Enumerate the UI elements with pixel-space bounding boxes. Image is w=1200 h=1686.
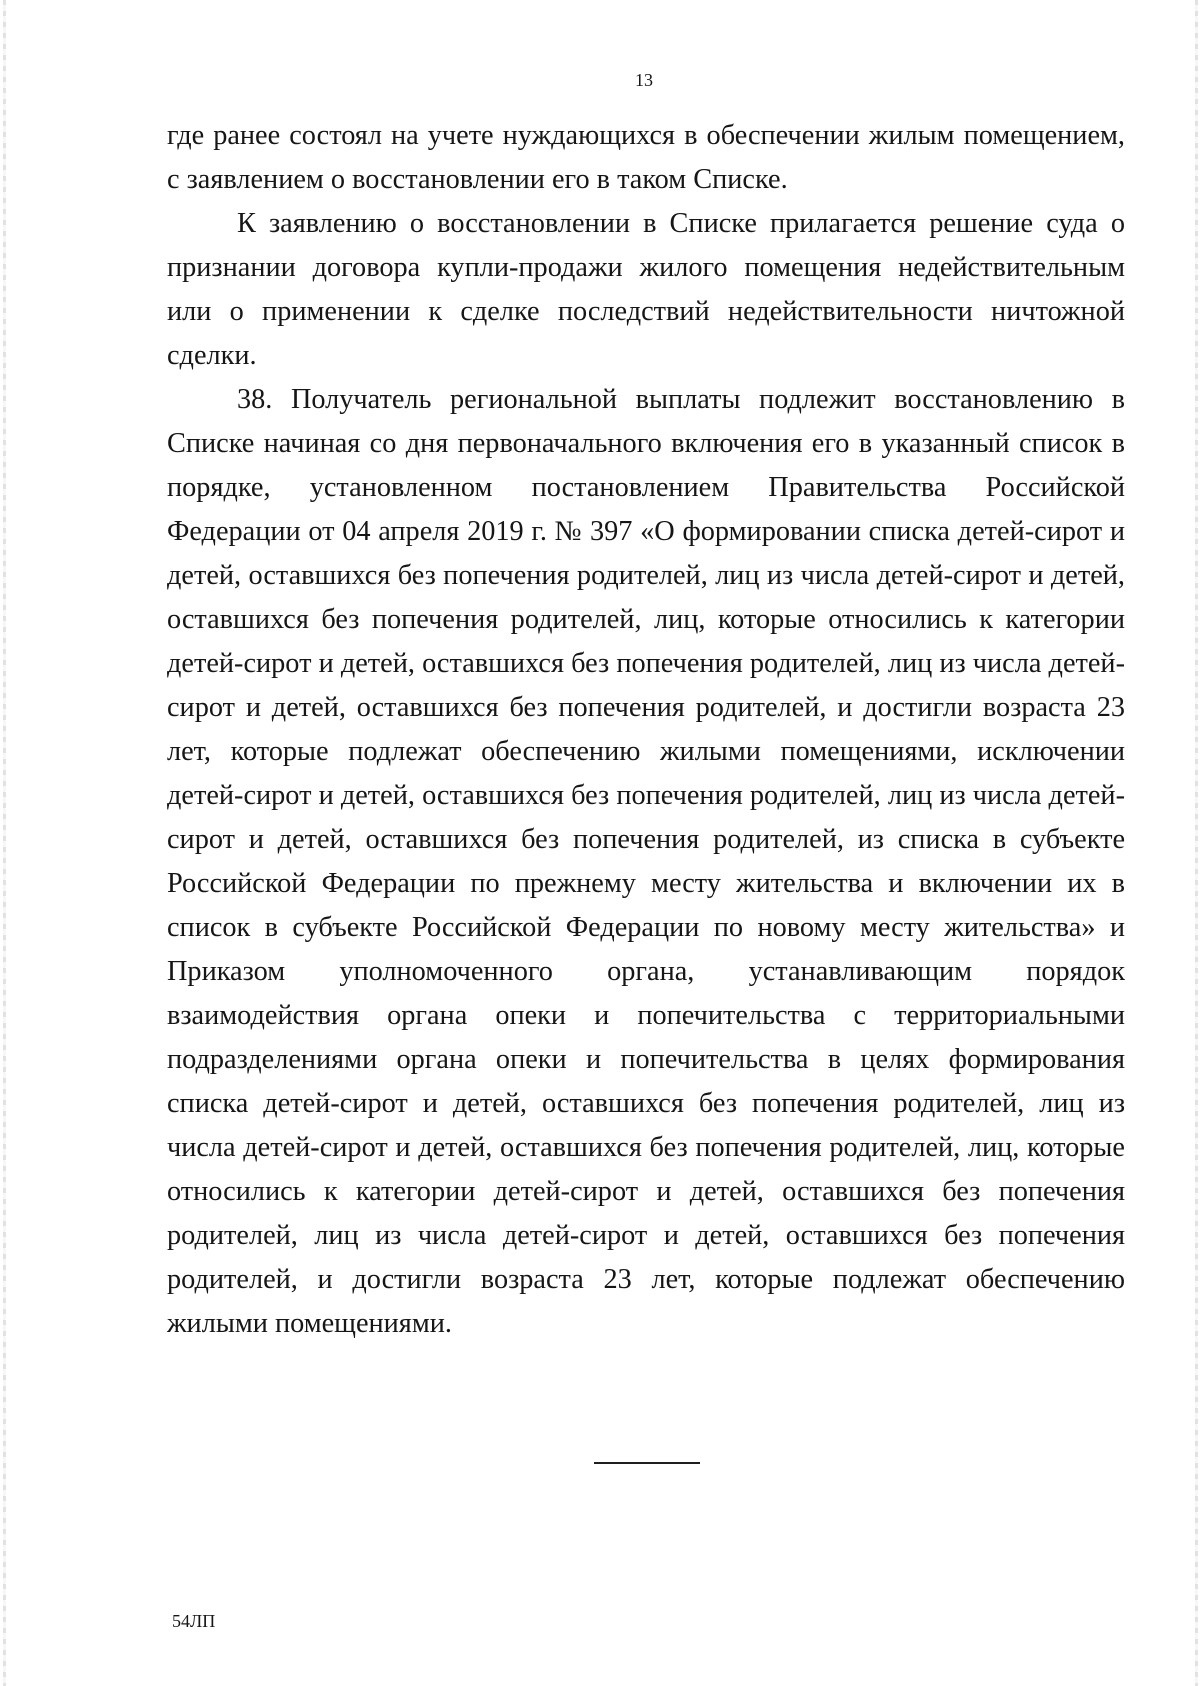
paragraph-court-decision: К заявлению о восстановлении в Списке прилагается решение суда о признании договора купли-продажи жилого помещения недействительным или о применении к сделке последствий недействительности ничтожной сделки. xyxy=(167,208,1125,371)
scan-edge-left xyxy=(3,0,6,1686)
document-body xyxy=(167,114,1125,1346)
paragraph-continuation: где ранее состоял на учете нуждающихся в обеспечении жилым помещением, с заявлением о восстановлении его в таком Списке. xyxy=(167,120,1125,195)
scan-edge-right xyxy=(1195,0,1198,1686)
document-code: 54ЛП xyxy=(172,1611,216,1631)
page-number: 13 xyxy=(635,70,653,90)
paragraph-item-38: 38. Получатель региональной выплаты подлежит восстановлению в Списке начиная со дня первоначального включения его в указанный список в порядке, установленном постановлением Правительства Российской Федерации от 04 апреля 2019 г. № 397 «О формировании списка детей-сирот и детей, оставшихся без попечения родителей, лиц из числа детей-сирот и детей, оставшихся без попечения родителей, лиц, которые относились к категории детей-сирот и детей, оставшихся без попечения родителей, лиц из числа детей-сирот и детей, оставшихся без попечения родителей, и достигли возраста 23 лет, которые подлежат обеспечению жилыми помещениями, исключении детей-сирот и детей, оставшихся без попечения родителей, лиц из числа детей-сирот и детей, оставшихся без попечения родителей, из списка в субъекте Российской Федерации по прежнему месту жительства и включении их в список в субъекте Российской Федерации по новому месту жительства» и Приказом уполномоченного органа, устанавливающим порядок взаимодействия органа опеки и попечительства с территориальными подразделениями органа опеки и попечительства в целях формирования списка детей-сирот и детей, оставшихся без попечения родителей, лиц из числа детей-сирот и детей, оставшихся без попечения родителей, лиц, которые относились к категории детей-сирот и детей, оставшихся без попечения родителей, лиц из числа детей-сирот и детей, оставшихся без попечения родителей, и достигли возраста 23 лет, которые подлежат обеспечению жилыми помещениями. xyxy=(167,384,1125,1339)
end-of-text-rule xyxy=(594,1462,700,1464)
